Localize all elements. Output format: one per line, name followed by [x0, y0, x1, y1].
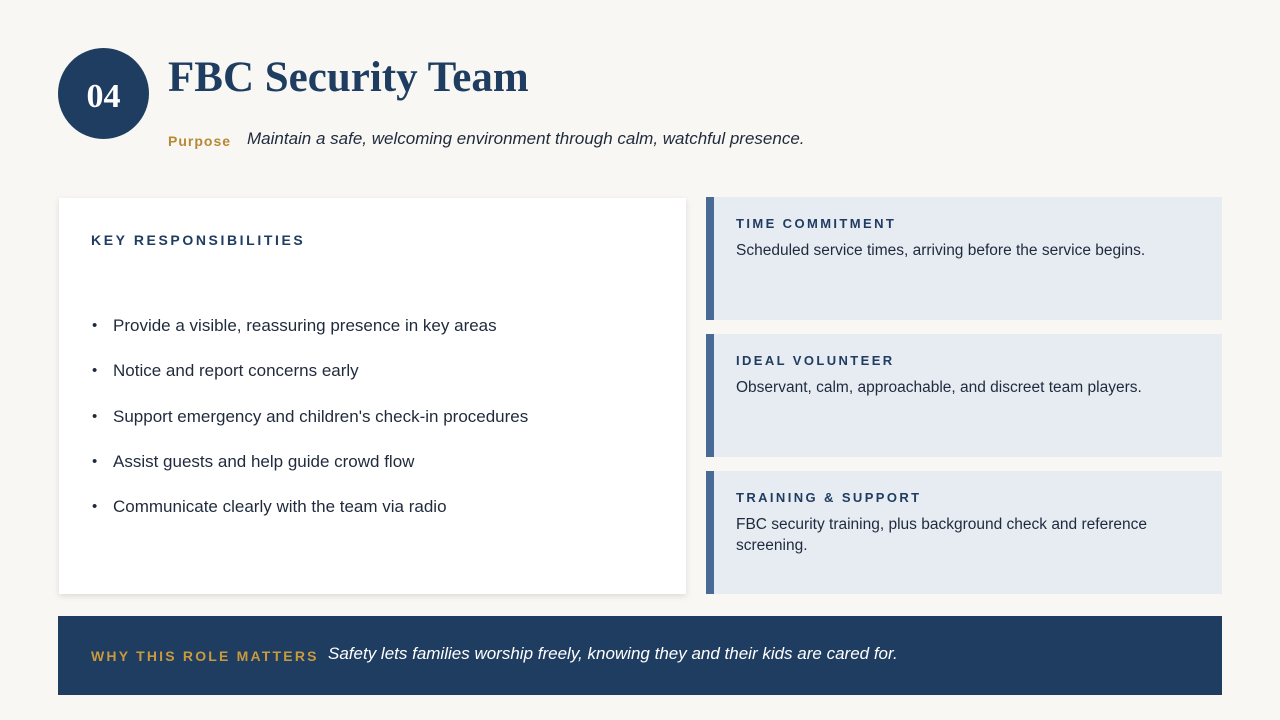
- list-item: [91, 405, 528, 450]
- ideal-volunteer-card: [706, 334, 1222, 457]
- bullet-icon: •: [92, 498, 98, 516]
- ideal-volunteer-text: Observant, calm, approachable, and discreet team players.: [736, 379, 1142, 396]
- list-item: [91, 314, 528, 359]
- list-item: [91, 495, 528, 540]
- bullet-icon: •: [92, 362, 98, 380]
- time-commitment-card: [706, 197, 1222, 320]
- responsibilities-heading: KEY RESPONSIBILITIES: [91, 232, 306, 248]
- bullet-icon: •: [92, 452, 98, 470]
- responsibilities-card: [59, 198, 686, 594]
- why-role-matters-text: Safety lets families worship freely, knowing they and their kids are cared for.: [328, 644, 898, 663]
- ideal-volunteer-heading: IDEAL VOLUNTEER: [736, 353, 895, 368]
- list-item-text: Communicate clearly with the team via radio: [113, 497, 447, 517]
- section-number-badge: [58, 48, 149, 139]
- page-title: FBC Security Team: [168, 54, 529, 101]
- purpose-text: Maintain a safe, welcoming environment through calm, watchful presence.: [247, 129, 805, 148]
- list-item-text: Notice and report concerns early: [113, 361, 359, 381]
- time-commitment-text: Scheduled service times, arriving before the service begins.: [736, 242, 1146, 259]
- bullet-icon: •: [92, 317, 98, 334]
- purpose-label: Purpose: [168, 133, 232, 149]
- bullet-icon: •: [92, 407, 98, 425]
- training-support-text: FBC security training, plus background check and reference screening.: [736, 516, 1147, 554]
- why-role-matters-label: WHY THIS ROLE MATTERS: [91, 648, 319, 664]
- list-item-text: Assist guests and help guide crowd flow: [113, 451, 415, 471]
- list-item: [91, 359, 528, 404]
- time-commitment-heading: TIME COMMITMENT: [736, 216, 897, 231]
- training-support-heading: TRAINING & SUPPORT: [736, 490, 922, 505]
- list-item-text: Provide a visible, reassuring presence in key areas: [113, 316, 497, 335]
- why-role-matters-banner: [58, 616, 1222, 695]
- training-support-card: [706, 471, 1222, 594]
- list-item: [91, 450, 528, 495]
- section-number: 04: [86, 77, 121, 115]
- list-item-text: Support emergency and children's check-in procedures: [113, 406, 529, 426]
- responsibilities-list: [91, 314, 528, 540]
